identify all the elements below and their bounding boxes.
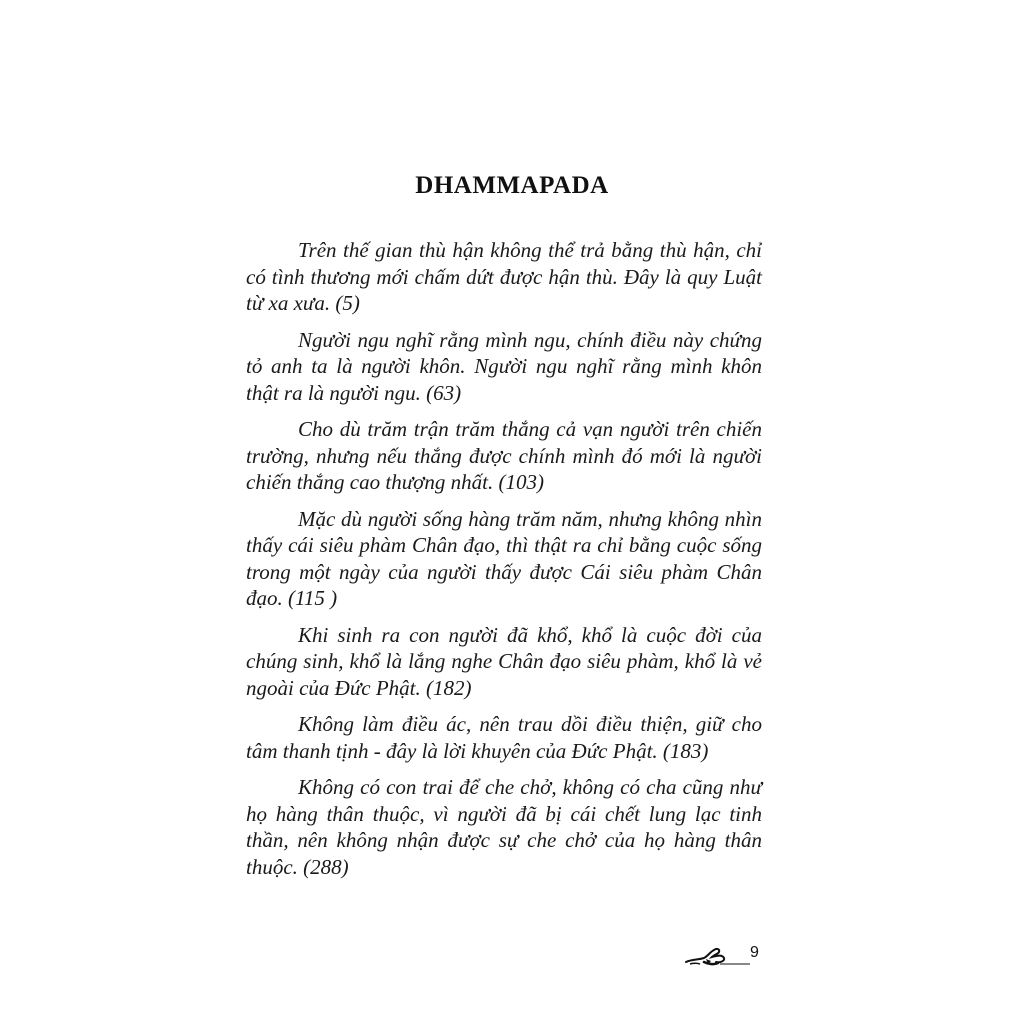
- verse-183: Không làm điều ác, nên trau dồi điều thiện, giữ cho tâm thanh tịnh - đây là lời khuyên của Đức Phật. (183): [246, 712, 762, 763]
- page-title: DHAMMAPADA: [415, 172, 609, 199]
- page-footer: [684, 940, 774, 972]
- verse-5: Trên thế gian thù hận không thể trả bằng thù hận, chỉ có tình thương mới chấm dứt được hận thù. Đây là quy Luật từ xa xưa. (5): [246, 238, 762, 315]
- verse-list: [246, 237, 762, 890]
- verse-182: Khi sinh ra con người đã khổ, khổ là cuộc đời của chúng sinh, khổ là lắng nghe Chân đạo siêu phàm, khổ là vẻ ngoài của Đức Phật. (182): [246, 622, 762, 700]
- brush-ornament-icon: [684, 940, 750, 970]
- page-number: 9: [750, 944, 759, 961]
- verse-115: Mặc dù người sống hàng trăm năm, nhưng không nhìn thấy cái siêu phàm Chân đạo, thì thật ra chỉ bằng cuộc sống trong một ngày của người thấy được Cái siêu phàm Chân đạo. (115 ): [246, 506, 762, 610]
- verse-63: Người ngu nghĩ rằng mình ngu, chính điều này chứng tỏ anh ta là người khôn. Người ngu nghĩ rằng mình khôn thật ra là người ngu. (63): [246, 327, 762, 405]
- verse-288: Không có con trai để che chở, không có cha cũng như họ hàng thân thuộc, vì người đã bị cái chết lung lạc tinh thần, nên không nhận được sự che chở của họ hàng thân thuộc. (288): [246, 775, 762, 879]
- verse-103: Cho dù trăm trận trăm thắng cả vạn người trên chiến trường, nhưng nếu thắng được chính mình đó mới là người chiến thắng cao thượng nhất. (103): [246, 417, 762, 494]
